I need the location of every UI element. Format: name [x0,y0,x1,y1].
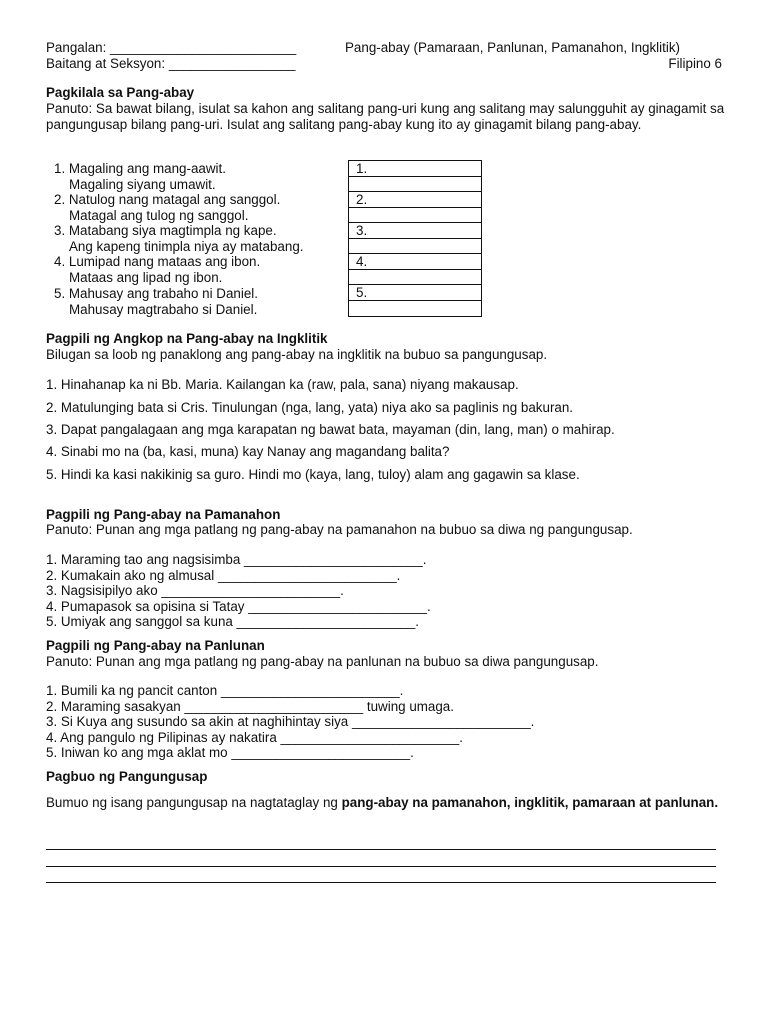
section-3-heading: Pagpili ng Pang-abay na Pamanahon [46,507,281,522]
section-1-instructions: Panuto: Sa bawat bilang, isulat sa kahon ang salitang pang-uri kung ang salitang may salungguhit ay ginagamit sa pangungusap bilang pang-uri. Isulat ang salitang pang-abay kung ito ay ginagamit bilang pang-abay. [46,101,725,132]
answer-box-1b[interactable] [349,177,481,193]
s3-item-5: 5. Umiyak ang sanggol sa kuna ________________________. [46,614,420,629]
answer-box-5a[interactable]: 5. [349,285,481,301]
s2-item-3: 3. Dapat pangalagaan ang mga karapatan ng bawat bata, mayaman (din, lang, man) o mahirap. [46,422,615,437]
s4-item-2: 2. Maraming sasakyan ________________________ tuwing umaga. [46,699,454,714]
answer-line-1[interactable] [46,849,716,850]
name-field-label: Pangalan: _________________________ [46,40,297,55]
s1-item-2-a: 2. Natulog nang matagal ang sanggol. [54,192,281,207]
s2-item-1: 1. Hinahanap ka ni Bb. Maria. Kailangan ka (raw, pala, sana) niyang makausap. [46,377,519,392]
s4-item-5: 5. Iniwan ko ang mga aklat mo ________________________. [46,745,414,760]
section-5-heading: Pagbuo ng Pangungusap [46,769,208,784]
section-4-heading: Pagpili ng Pang-abay na Panlunan [46,638,265,653]
answer-box-4a[interactable]: 4. [349,254,481,270]
s3-item-1: 1. Maraming tao ang nagsisimba ________________________. [46,552,427,567]
answer-line-3[interactable] [46,882,716,883]
answer-box-5b[interactable] [349,301,481,317]
answer-box-1a[interactable]: 1. [349,161,481,177]
section-1-heading: Pagkilala sa Pang-abay [46,85,195,100]
s2-item-5: 5. Hindi ka kasi nakikinig sa guro. Hindi mo (kaya, lang, tuloy) alam ang gagawin sa klase. [46,467,580,482]
s4-item-3: 3. Si Kuya ang susundo sa akin at naghihintay siya ________________________. [46,714,535,729]
s1-item-3-b: Ang kapeng tinimpla niya ay matabang. [69,239,304,254]
s1-item-5-a: 5. Mahusay ang trabaho ni Daniel. [54,286,258,301]
s1-item-2-b: Matagal ang tulog ng sanggol. [69,208,249,223]
answer-box-3a[interactable]: 3. [349,223,481,239]
s1-item-1-a: 1. Magaling ang mang-aawit. [54,161,226,176]
worksheet-title: Pang-abay (Pamaraan, Panlunan, Pamanahon, Ingklitik) [345,40,680,55]
answer-box-4b[interactable] [349,270,481,286]
answer-boxes [348,160,482,317]
s4-item-4: 4. Ang pangulo ng Pilipinas ay nakatira ________________________. [46,730,463,745]
section-5-instructions-bold: pang-abay na pamanahon, ingklitik, pamaraan at panlunan. [341,795,719,810]
s1-item-5-b: Mahusay magtrabaho si Daniel. [69,302,258,317]
section-5-instructions-plain: Bumuo ng isang pangungusap na nagtataglay ng [46,795,342,810]
s4-item-1: 1. Bumili ka ng pancit canton ________________________. [46,683,404,698]
section-field-label: Baitang at Seksyon: _________________ [46,56,296,71]
s1-item-4-b: Mataas ang lipad ng ibon. [69,270,223,285]
section-3-instructions: Panuto: Punan ang mga patlang ng pang-abay na pamanahon na bubuo sa diwa ng pangungusap. [46,522,633,537]
s2-item-2: 2. Matulunging bata si Cris. Tinulungan (nga, lang, yata) niya ako sa paglinis ng bakuran. [46,400,574,415]
section-5-instructions [46,795,726,811]
s3-item-3: 3. Nagsisipilyo ako ________________________. [46,583,344,598]
s1-item-3-a: 3. Matabang siya magtimpla ng kape. [54,223,277,238]
s1-item-4-a: 4. Lumipad nang mataas ang ibon. [54,254,261,269]
s1-item-1-b: Magaling siyang umawit. [69,177,216,192]
answer-box-2a[interactable]: 2. [349,192,481,208]
s3-item-2: 2. Kumakain ako ng almusal ________________________. [46,568,401,583]
answer-box-3b[interactable] [349,239,481,255]
s3-item-4: 4. Pumapasok sa opisina si Tatay ________________________. [46,599,431,614]
section-2-instructions: Bilugan sa loob ng panaklong ang pang-abay na ingklitik na bubuo sa pangungusap. [46,347,548,362]
answer-box-2b[interactable] [349,208,481,224]
subject-label: Filipino 6 [668,56,722,71]
section-2-heading: Pagpili ng Angkop na Pang-abay na Ingklitik [46,331,328,346]
answer-line-2[interactable] [46,866,716,867]
s2-item-4: 4. Sinabi mo na (ba, kasi, muna) kay Nanay ang magandang balita? [46,444,450,459]
section-4-instructions: Panuto: Punan ang mga patlang ng pang-abay na panlunan na bubuo sa diwa pangungusap. [46,654,599,669]
